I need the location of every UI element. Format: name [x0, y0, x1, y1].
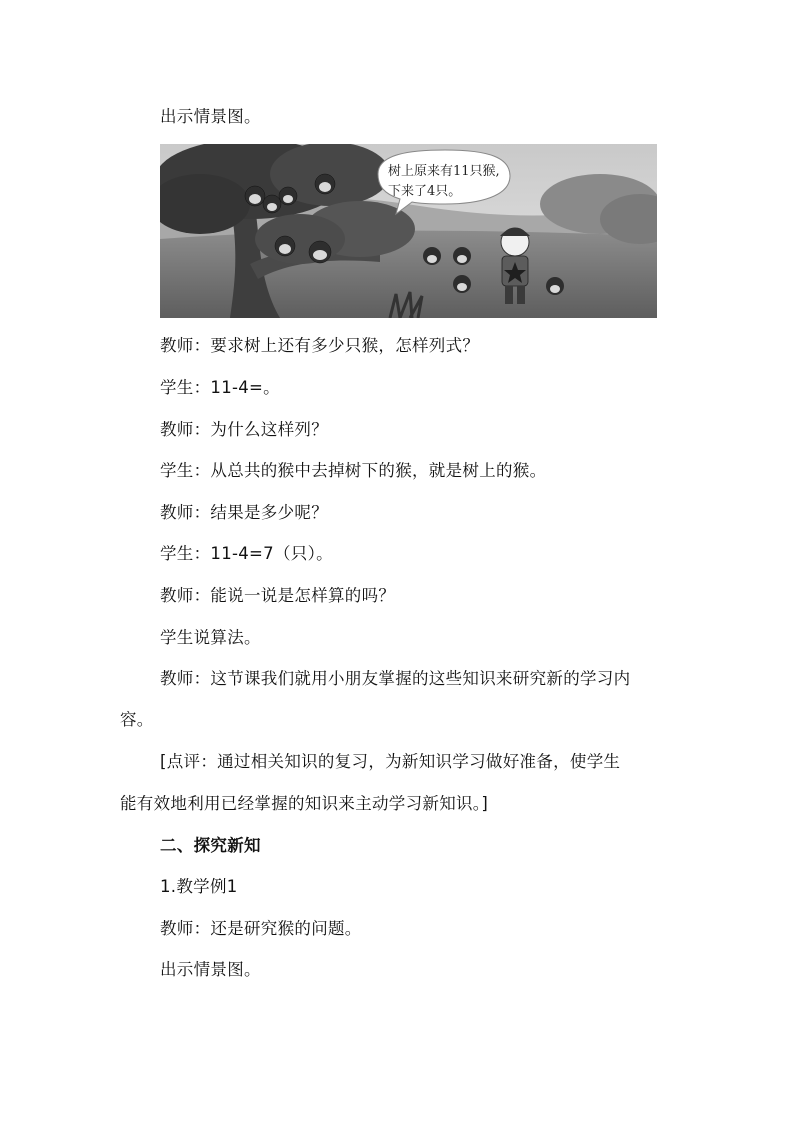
text-line: 学生：从总共的猴中去掉树下的猴，就是树上的猴。 — [160, 461, 547, 480]
text-line: [点评：通过相关知识的复习，为新知识学习做好准备，使学生 — [160, 752, 621, 771]
text-line: 出示情景图。 — [160, 107, 261, 126]
text-line: 教师：这节课我们就用小朋友掌握的这些知识来研究新的学习内 — [160, 669, 631, 688]
text-line: 教师：能说一说是怎样算的吗？ — [160, 586, 396, 605]
speech-bubble-line-2: 下来了4只。 — [388, 184, 462, 199]
text-line: 教师：为什么这样列？ — [160, 420, 328, 439]
text-line: 教师：还是研究猴的问题。 — [160, 919, 362, 938]
section-heading: 二、探究新知 — [160, 836, 261, 855]
text-line: 学生：11-4=。 — [160, 378, 280, 397]
text-line: 出示情景图。 — [160, 960, 261, 979]
text-line: 能有效地利用已经掌握的知识来主动学习新知识。] — [120, 794, 489, 813]
text-line: 教师：结果是多少呢？ — [160, 503, 328, 522]
text-line: 教师：要求树上还有多少只猴，怎样列式？ — [160, 336, 480, 355]
text-line: 1.教学例1 — [160, 877, 238, 896]
text-line: 学生：11-4=7（只）。 — [160, 544, 333, 563]
text-line: 学生说算法。 — [160, 628, 261, 647]
speech-bubble-line-1: 树上原来有11只猴, — [388, 164, 500, 179]
text-line: 容。 — [120, 710, 154, 729]
scene-illustration — [160, 144, 657, 318]
